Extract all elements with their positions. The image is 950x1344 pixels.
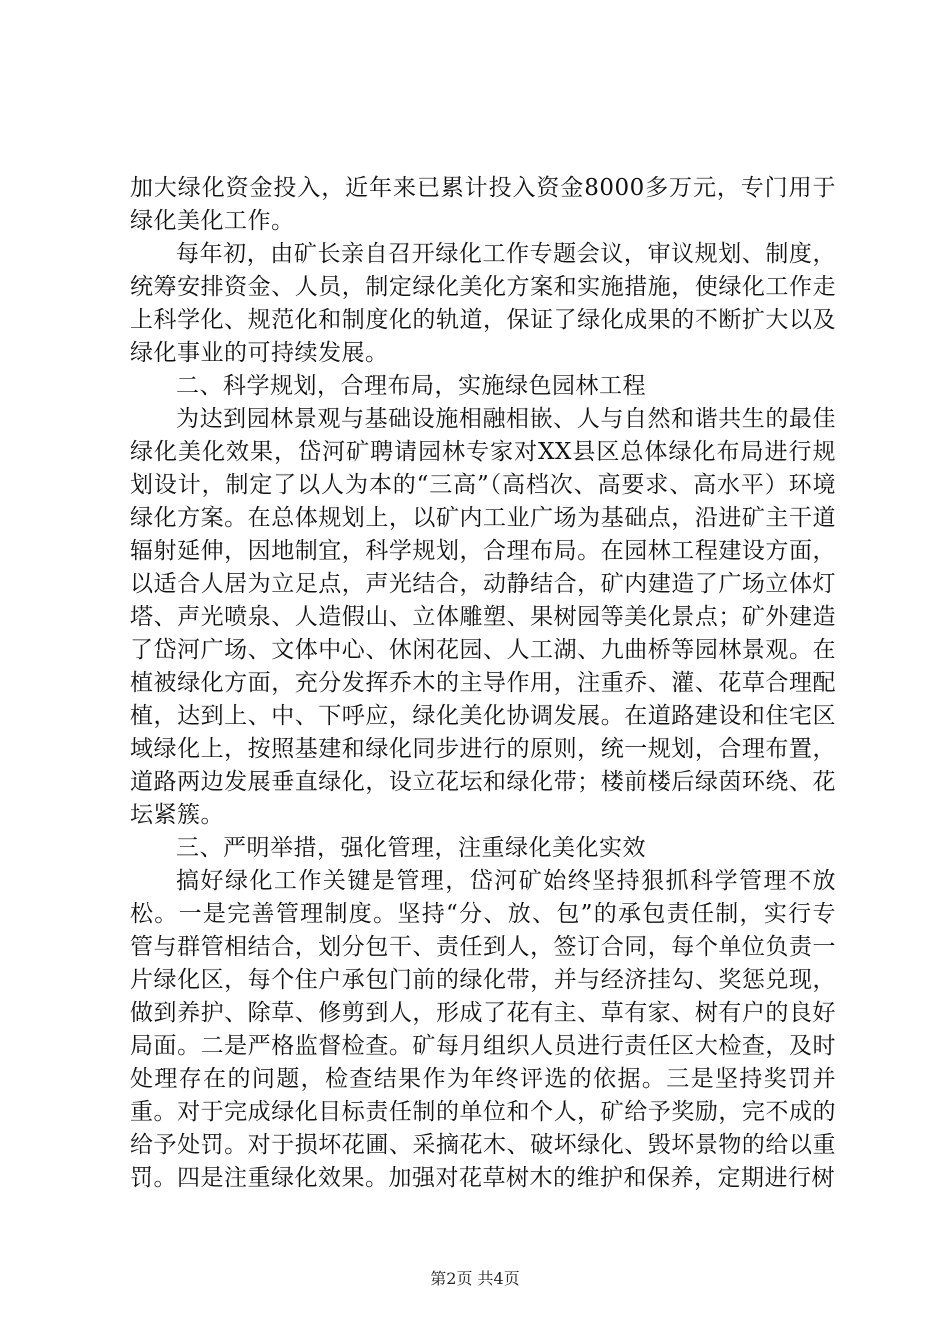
paragraph-continuation: 加大绿化资金投入，近年来已累计投入资金8000多万元，专门用于绿化美化工作。 bbox=[130, 175, 836, 234]
page-footer bbox=[0, 1268, 950, 1290]
page-number-label: 第2页 共4页 bbox=[430, 1269, 520, 1288]
section-heading-2: 二、科学规划，合理布局，实施绿色园林工程 bbox=[176, 373, 646, 399]
section-heading-3: 三、严明举措，强化管理，注重绿化美化实效 bbox=[176, 835, 646, 861]
paragraph-annual-meeting: 每年初，由矿长亲自召开绿化工作专题会议，审议规划、制度，统筹安排资金、人员，制定绿化美化方案和实施措施，使绿化工作走上科学化、规范化和制度化的轨道，保证了绿化成果的不断扩大以及绿化事业的可持续发展。 bbox=[130, 241, 836, 366]
document-body bbox=[130, 172, 836, 1195]
paragraph-management: 搞好绿化工作关键是管理，岱河矿始终坚持狠抓科学管理不放松。一是完善管理制度。坚持“分、放、包”的承包责任制，实行专管与群管相结合，划分包干、责任到人，签订合同，每个单位负责一片绿化区，每个住户承包门前的绿化带，并与经济挂勾、奖惩兑现，做到养护、除草、修剪到人，形成了花有主、草有家、树有户的良好局面。二是严格监督检查。矿每月组织人员进行责任区大检查，及时处理存在的问题，检查结果作为年终评选的依据。三是坚持奖罚并重。对于完成绿化目标责任制的单位和个人，矿给予奖励，完不成的给予处罚。对于损坏花圃、采摘花木、破坏绿化、毁坏景物的给以重罚。四是注重绿化效果。加强对花草树木的维护和保养，定期进行树 bbox=[130, 868, 836, 1191]
paragraph-planning: 为达到园林景观与基础设施相融相嵌、人与自然和谐共生的最佳绿化美化效果，岱河矿聘请园林专家对XX县区总体绿化布局进行规划设计，制定了以人为本的“三高”（高档次、高要求、高水平）环境绿化方案。在总体规划上，以矿内工业广场为基础点，沿进矿主干道辐射延伸，因地制宜，科学规划，合理布局。在园林工程建设方面，以适合人居为立足点，声光结合，动静结合，矿内建造了广场立体灯塔、声光喷泉、人造假山、立体雕塑、果树园等美化景点；矿外建造了岱河广场、文体中心、休闲花园、人工湖、九曲桥等园林景观。在植被绿化方面，充分发挥乔木的主导作用，注重乔、灌、花草合理配植，达到上、中、下呼应，绿化美化协调发展。在道路建设和住宅区域绿化上，按照基建和绿化同步进行的原则，统一规划，合理布置，道路两边发展垂直绿化，设立花坛和绿化带；楼前楼后绿茵环绕、花坛紧簇。 bbox=[130, 406, 836, 828]
